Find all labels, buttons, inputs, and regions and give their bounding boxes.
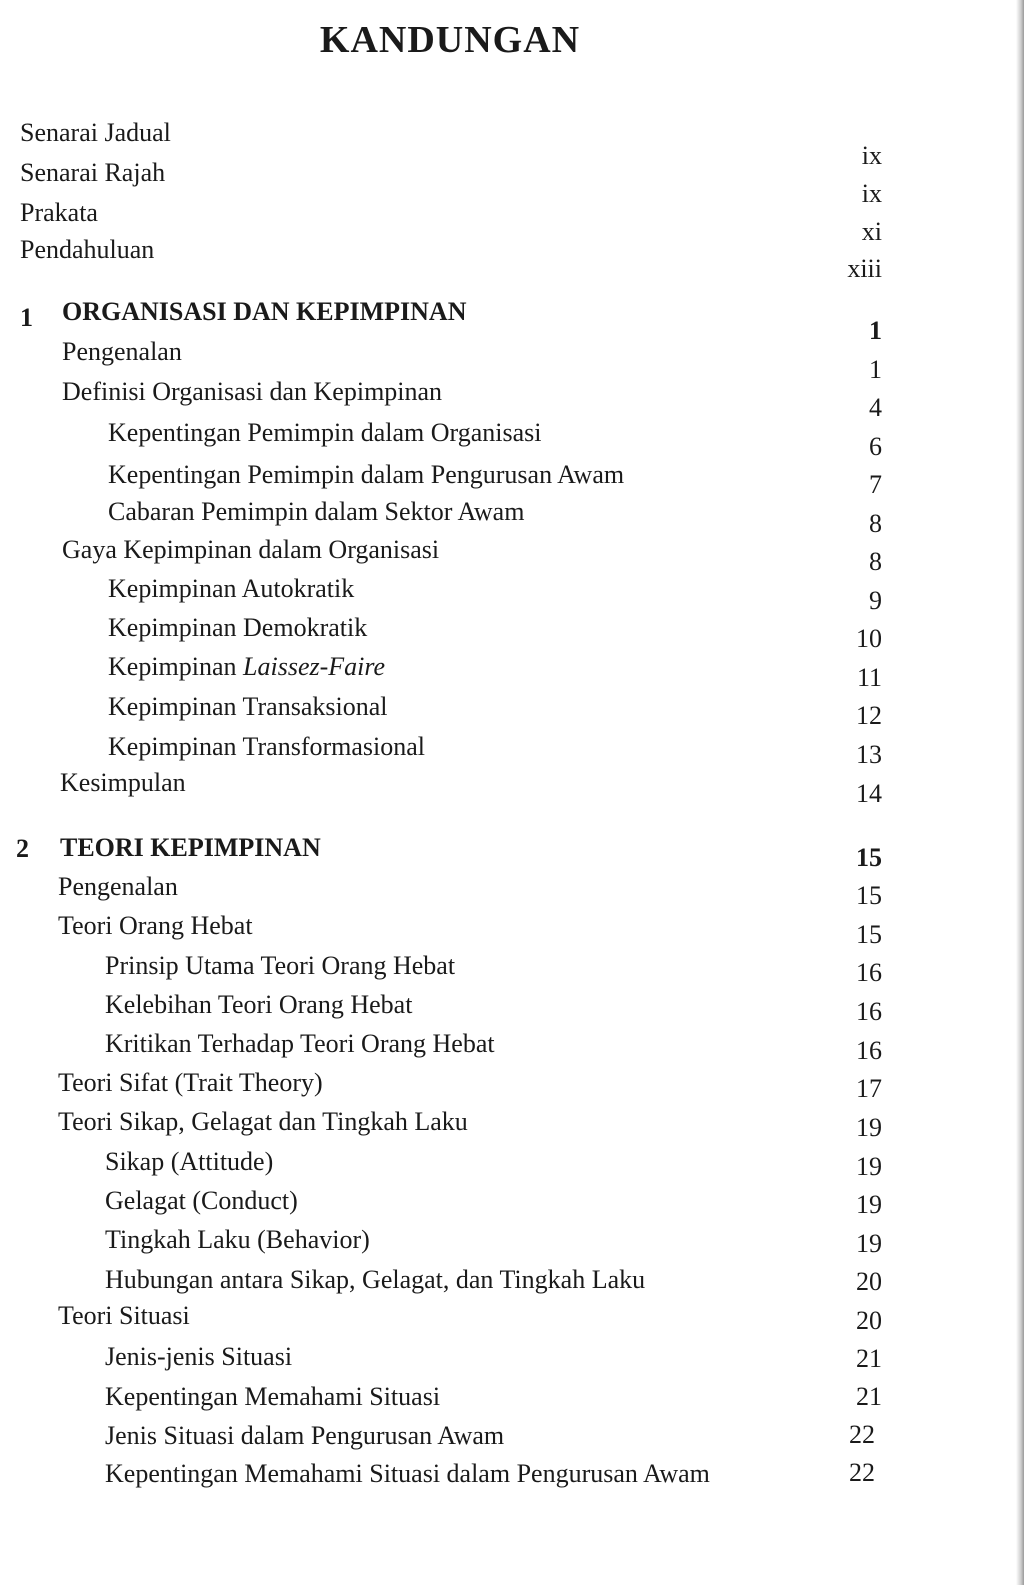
toc-entry-label: Teori Sifat (Trait Theory) bbox=[58, 1068, 323, 1097]
toc-page-number: 21 bbox=[856, 1344, 882, 1373]
chapter-title: ORGANISASI DAN KEPIMPINAN bbox=[62, 297, 467, 326]
toc-entry-label: Hubungan antara Sikap, Gelagat, dan Tingkah Laku bbox=[105, 1265, 646, 1294]
toc-page-number: 20 bbox=[856, 1306, 882, 1335]
toc-page-number: 19 bbox=[856, 1229, 882, 1258]
toc-page-number: 15 bbox=[856, 920, 882, 949]
toc-page-number: 12 bbox=[856, 701, 882, 730]
page-title: KANDUNGAN bbox=[319, 19, 581, 61]
toc-entry-label: Kepentingan Memahami Situasi bbox=[105, 1382, 441, 1411]
toc-entry-label: Kesimpulan bbox=[60, 768, 186, 797]
toc-entry-label: Jenis Situasi dalam Pengurusan Awam bbox=[105, 1421, 505, 1450]
toc-entry-label: Kelebihan Teori Orang Hebat bbox=[105, 990, 413, 1019]
toc-page-number: 8 bbox=[869, 547, 882, 576]
toc-entry-label: Gaya Kepimpinan dalam Organisasi bbox=[62, 535, 440, 564]
toc-entry-label: Teori Sikap, Gelagat dan Tingkah Laku bbox=[58, 1107, 468, 1136]
toc-entry-label bbox=[108, 652, 385, 682]
toc-page-number: 16 bbox=[856, 1036, 882, 1065]
chapter-number: 2 bbox=[16, 834, 29, 863]
toc-page-number: 13 bbox=[856, 740, 882, 769]
toc-page-number: 19 bbox=[856, 1152, 882, 1181]
toc-entry-label: Kepimpinan Demokratik bbox=[108, 613, 368, 642]
toc-entry-label: Kepentingan Memahami Situasi dalam Pengurusan Awam bbox=[105, 1459, 710, 1488]
toc-entry-label: Sikap (Attitude) bbox=[105, 1147, 274, 1176]
toc-page-number: 14 bbox=[856, 779, 882, 808]
toc-page-number: 9 bbox=[869, 586, 882, 615]
chapter-number: 1 bbox=[20, 303, 33, 332]
chapter-title: TEORI KEPIMPINAN bbox=[60, 833, 321, 862]
toc-entry-label: Gelagat (Conduct) bbox=[105, 1186, 298, 1215]
toc-entry-label: Jenis-jenis Situasi bbox=[105, 1342, 293, 1371]
toc-entry-label: Prakata bbox=[20, 198, 98, 227]
toc-entry-label: Kritikan Terhadap Teori Orang Hebat bbox=[105, 1029, 495, 1058]
toc-entry-label: Pengenalan bbox=[58, 872, 178, 901]
toc-entry-label: Pengenalan bbox=[62, 337, 182, 366]
toc-page-number: 16 bbox=[856, 958, 882, 987]
toc-page-number: 10 bbox=[856, 624, 882, 653]
toc-page-number: 1 bbox=[869, 355, 882, 384]
toc-page-number: 6 bbox=[869, 432, 882, 461]
toc-page-number: 22 bbox=[849, 1458, 875, 1487]
toc-entry-label-prefix: Kepimpinan bbox=[108, 652, 244, 681]
toc-entry-label: Kepimpinan Transformasional bbox=[108, 732, 426, 761]
toc-page-number: 19 bbox=[856, 1190, 882, 1219]
toc-page-number: xiii bbox=[847, 254, 882, 283]
toc-entry-label: Pendahuluan bbox=[20, 235, 155, 264]
toc-entry-label: Senarai Rajah bbox=[20, 158, 166, 187]
toc-page-number: 19 bbox=[856, 1113, 882, 1142]
toc-page-number: 22 bbox=[849, 1420, 875, 1449]
toc-entry-label: Senarai Jadual bbox=[20, 118, 171, 147]
toc-entry-label-italic: Laissez-Faire bbox=[243, 652, 386, 681]
toc-entry-label: Kepimpinan Autokratik bbox=[108, 574, 355, 603]
toc-entry-label: Kepentingan Pemimpin dalam Pengurusan Awam bbox=[108, 460, 625, 489]
toc-page-number: 15 bbox=[856, 881, 882, 910]
toc-entry-label: Tingkah Laku (Behavior) bbox=[105, 1225, 370, 1254]
page-edge-shadow bbox=[1016, 0, 1024, 1585]
toc-page-number: 7 bbox=[869, 470, 882, 499]
toc-entry-label: Definisi Organisasi dan Kepimpinan bbox=[62, 377, 443, 406]
chapter-page-number: 15 bbox=[856, 843, 882, 872]
toc-page-number: ix bbox=[861, 141, 882, 170]
toc-entry-label: Cabaran Pemimpin dalam Sektor Awam bbox=[108, 497, 525, 526]
toc-entry-label: Kepentingan Pemimpin dalam Organisasi bbox=[108, 418, 542, 447]
chapter-page-number: 1 bbox=[869, 316, 882, 345]
toc-page-number: 21 bbox=[856, 1382, 882, 1411]
toc-page-number: 20 bbox=[856, 1267, 882, 1296]
toc-entry-label: Prinsip Utama Teori Orang Hebat bbox=[105, 951, 456, 980]
toc-page-number: xi bbox=[861, 217, 882, 246]
toc-page-number: 16 bbox=[856, 997, 882, 1026]
toc-entry-label: Teori Orang Hebat bbox=[58, 911, 253, 940]
toc-entry-label: Teori Situasi bbox=[58, 1301, 190, 1330]
toc-page-number: ix bbox=[861, 179, 882, 208]
toc-page-number: 17 bbox=[856, 1074, 882, 1103]
toc-page-number: 11 bbox=[856, 663, 882, 692]
toc-page-number: 4 bbox=[869, 393, 882, 422]
toc-entry-label: Kepimpinan Transaksional bbox=[108, 692, 388, 721]
toc-page-number: 8 bbox=[869, 509, 882, 538]
